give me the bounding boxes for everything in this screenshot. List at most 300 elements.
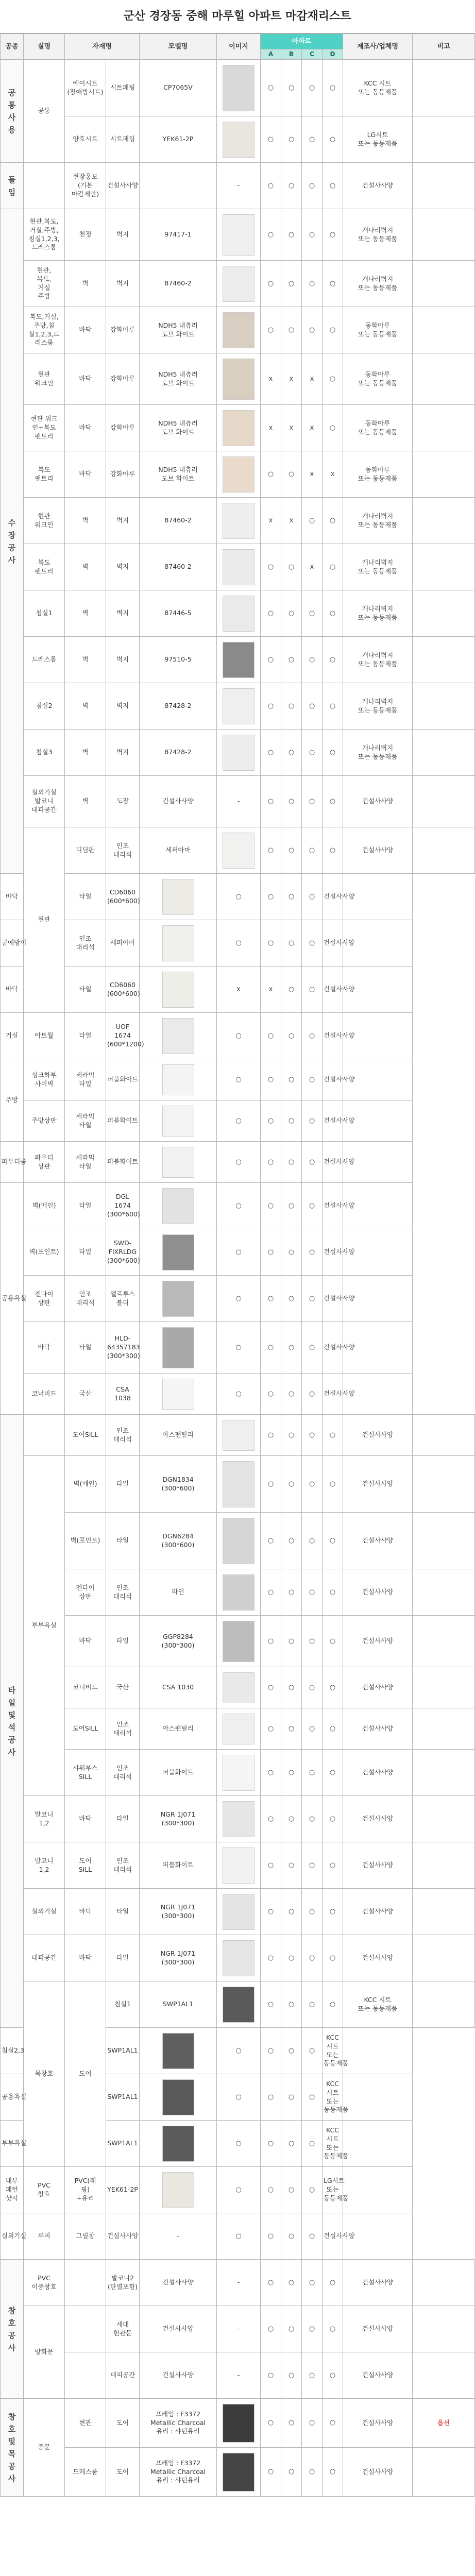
table-row — [1, 827, 475, 874]
part-cell: 벽 — [65, 544, 106, 590]
maker-cell: KCC 시트 또는 동등제품 — [323, 2121, 343, 2167]
table-row — [1, 2448, 475, 2497]
maker-cell: 건설사사양 — [323, 874, 343, 920]
spec-cell: 강화마루 — [106, 307, 140, 353]
maker-cell: 개나리벽지 또는 동등제품 — [343, 498, 413, 544]
maker-cell: 개나리벽지 또는 동등제품 — [343, 261, 413, 307]
type-mark-d: ○ — [323, 353, 343, 405]
material-swatch — [223, 1714, 255, 1744]
swatch-cell — [140, 1229, 217, 1276]
material-swatch — [223, 1848, 255, 1884]
type-mark-a: ○ — [261, 2352, 281, 2399]
type-mark-c: ○ — [302, 307, 323, 353]
room-cell: 복도 팬트리 — [24, 544, 65, 590]
model-cell: 퍼블화이트 — [106, 1100, 140, 1142]
type-mark-b: ○ — [281, 1889, 302, 1935]
part-cell: 벽(포인트) — [24, 1229, 65, 1276]
type-mark-a: x — [217, 967, 261, 1013]
table-row — [1, 307, 475, 353]
type-mark-a: ○ — [261, 544, 281, 590]
maker-cell: 건설사사양 — [343, 776, 413, 827]
spec-cell: 벽지 — [106, 544, 140, 590]
model-cell: YEK61-2P — [106, 2167, 140, 2213]
spec-cell: 국산 — [65, 1374, 106, 1415]
type-mark-a: ○ — [261, 1415, 281, 1456]
model-cell: NGR 1J071 (300*300) — [140, 1796, 217, 1842]
type-mark-c: ○ — [302, 637, 323, 683]
type-mark-c: ○ — [302, 1616, 323, 1667]
type-mark-c: ○ — [302, 590, 323, 637]
table-row — [1, 2260, 475, 2306]
maker-cell: 건설사사양 — [343, 1796, 413, 1842]
type-mark-b: x — [281, 405, 302, 451]
note-cell — [413, 1981, 475, 2028]
type-mark-a: ○ — [261, 1569, 281, 1616]
room-cell: 현관 워크인 — [24, 353, 65, 405]
type-mark-b: ○ — [261, 1059, 281, 1100]
part-cell: 도어SILL — [65, 1415, 106, 1456]
type-mark-c: ○ — [302, 163, 323, 209]
type-mark-d: ○ — [323, 1616, 343, 1667]
spec-cell: 인조 대리석 — [106, 1569, 140, 1616]
model-cell: 퍼블화이트 — [106, 1059, 140, 1100]
note-cell — [413, 498, 475, 544]
header-trade: 공종 — [1, 34, 24, 60]
type-mark-a: ○ — [261, 2306, 281, 2352]
room-cell: 복도 팬트리 — [24, 451, 65, 498]
type-mark-d: ○ — [302, 2213, 323, 2260]
note-cell — [413, 1513, 475, 1569]
table-row — [1, 1374, 475, 1415]
room-cell: 현관 워크인 — [24, 498, 65, 544]
type-mark-b: ○ — [281, 1456, 302, 1513]
spec-cell: 타일 — [106, 1935, 140, 1981]
table-row — [1, 1616, 475, 1667]
material-swatch — [223, 549, 255, 585]
table-row — [1, 1513, 475, 1569]
model-cell: 97417-1 — [140, 209, 217, 261]
maker-cell: 건설사사양 — [323, 1374, 343, 1415]
part-cell: 주방상판 — [24, 1100, 65, 1142]
material-swatch — [223, 1987, 255, 2023]
type-mark-d: ○ — [323, 2352, 343, 2399]
type-mark-b: ○ — [281, 1750, 302, 1796]
maker-cell: 동화마루 또는 동등제품 — [343, 353, 413, 405]
type-mark-c: ○ — [302, 1513, 323, 1569]
model-cell: NDH5 내츄러 도브 화이트 — [140, 405, 217, 451]
type-mark-c: ○ — [281, 1100, 302, 1142]
maker-cell: 동화마루 또는 동등제품 — [343, 451, 413, 498]
type-mark-a: ○ — [217, 920, 261, 967]
material-swatch — [162, 1327, 194, 1368]
spec-cell: 타일 — [106, 1889, 140, 1935]
type-mark-c: x — [302, 405, 323, 451]
maker-cell: 건설사사양 — [343, 1456, 413, 1513]
model-cell: GGP8284 (300*300) — [140, 1616, 217, 1667]
type-mark-c: ○ — [302, 498, 323, 544]
type-mark-a: ○ — [261, 1708, 281, 1750]
part-cell: 바닥 — [65, 353, 106, 405]
type-mark-c: ○ — [302, 2260, 323, 2306]
spec-cell: 벽지 — [106, 209, 140, 261]
type-mark-d: ○ — [323, 544, 343, 590]
note-cell — [413, 1456, 475, 1513]
room-cell — [24, 163, 65, 209]
swatch-cell — [140, 1013, 217, 1059]
type-mark-c: ○ — [281, 1276, 302, 1322]
note-cell — [413, 1569, 475, 1616]
type-mark-c: ○ — [302, 261, 323, 307]
part-cell: 현관 — [65, 2399, 106, 2448]
type-mark-c: ○ — [302, 1667, 323, 1708]
type-mark-c: ○ — [302, 116, 323, 163]
type-mark-b: ○ — [281, 683, 302, 730]
model-cell: 건설사사양 — [140, 2352, 217, 2399]
material-swatch — [162, 2126, 194, 2162]
type-mark-c: ○ — [281, 2028, 302, 2074]
spec-cell: 타일 — [65, 967, 106, 1013]
maker-cell: 건설사사양 — [323, 920, 343, 967]
type-mark-d: ○ — [302, 1229, 323, 1276]
type-mark-d: ○ — [302, 1142, 323, 1183]
type-mark-a: ○ — [217, 2213, 261, 2260]
type-mark-a: ○ — [261, 163, 281, 209]
type-mark-b: ○ — [281, 307, 302, 353]
swatch-cell — [217, 827, 261, 874]
spec-cell: 인조 대리석 — [106, 1708, 140, 1750]
room-cell: 침실2 — [24, 683, 65, 730]
part-cell — [65, 2260, 106, 2306]
maker-cell: 건설사사양 — [323, 1229, 343, 1276]
spec-cell: 세라믹 타일 — [65, 1142, 106, 1183]
swatch-cell: - — [217, 2260, 261, 2306]
maker-cell: 건설사사양 — [343, 1569, 413, 1616]
model-cell: NDH5 내츄러 도브 화이트 — [140, 353, 217, 405]
model-cell: SWP1AL1 — [140, 1981, 217, 2028]
trade-cell: 창 호 공 사 — [1, 2260, 24, 2399]
note-cell — [343, 2121, 413, 2167]
swatch-cell — [217, 451, 261, 498]
swatch-cell — [217, 498, 261, 544]
spec-cell: 건설사사양 — [106, 163, 140, 209]
type-mark-b: ○ — [281, 1842, 302, 1889]
type-mark-d: ○ — [302, 967, 323, 1013]
spec-cell: 도장 — [106, 776, 140, 827]
part-cell: 현장홍보 (기본 마감제안) — [65, 163, 106, 209]
spec-cell: 부부욕실 — [1, 2121, 24, 2167]
part-cell: 젠다이 상판 — [65, 1569, 106, 1616]
table-row — [1, 163, 475, 209]
type-mark-a: ○ — [261, 307, 281, 353]
material-swatch — [223, 1801, 255, 1837]
spec-cell: 세라믹 타일 — [65, 1100, 106, 1142]
spec-cell: 타일 — [65, 1229, 106, 1276]
table-row — [1, 683, 475, 730]
type-mark-d: ○ — [302, 874, 323, 920]
swatch-cell — [217, 1750, 261, 1796]
table-row — [1, 637, 475, 683]
model-cell: 프레임 : F3372 Metallic Charcoal 유리 : 샤틴유리 — [140, 2399, 217, 2448]
spec-cell: 벽지 — [106, 498, 140, 544]
swatch-cell — [217, 1569, 261, 1616]
model-cell: SWP1AL1 — [106, 2121, 140, 2167]
type-mark-b: ○ — [261, 2167, 281, 2213]
room-cell: 침실3 — [24, 730, 65, 776]
material-swatch — [223, 688, 255, 724]
type-mark-d: ○ — [323, 827, 343, 874]
type-mark-b: ○ — [261, 2213, 281, 2260]
type-mark-a: ○ — [217, 2121, 261, 2167]
type-mark-b: ○ — [261, 1229, 281, 1276]
table-row — [1, 1013, 475, 1059]
swatch-cell — [140, 2028, 217, 2074]
maker-cell: 동화마루 또는 동등제품 — [343, 405, 413, 451]
spec-cell: PVC(래 핑) +유리 — [65, 2167, 106, 2213]
type-mark-b: ○ — [281, 590, 302, 637]
swatch-cell — [140, 920, 217, 967]
part-cell: 벽 — [65, 683, 106, 730]
table-row — [1, 209, 475, 261]
type-mark-c: ○ — [302, 1796, 323, 1842]
note-cell — [413, 261, 475, 307]
type-mark-c: ○ — [281, 1183, 302, 1229]
swatch-cell — [217, 405, 261, 451]
type-mark-c: ○ — [302, 1569, 323, 1616]
table-row — [1, 1415, 475, 1456]
table-row — [1, 2213, 475, 2260]
material-swatch — [223, 266, 255, 302]
swatch-cell — [217, 353, 261, 405]
header-model: 모델명 — [140, 34, 217, 60]
type-mark-a: ○ — [261, 1842, 281, 1889]
part-cell: 바닥 — [65, 405, 106, 451]
table-row — [1, 1750, 475, 1796]
table-row — [1, 920, 475, 967]
swatch-cell — [217, 209, 261, 261]
maker-cell: 개나리벽지 또는 동등제품 — [343, 730, 413, 776]
material-swatch — [223, 503, 255, 539]
type-mark-d: ○ — [323, 637, 343, 683]
spec-cell: 침실2,3 — [1, 2028, 24, 2074]
type-mark-c: ○ — [281, 2074, 302, 2121]
type-mark-d: ○ — [323, 209, 343, 261]
note-cell — [413, 730, 475, 776]
table-row — [1, 261, 475, 307]
type-mark-d: ○ — [323, 1889, 343, 1935]
type-mark-d: ○ — [302, 1374, 323, 1415]
part-cell: 바닥 — [65, 1935, 106, 1981]
swatch-cell: - — [217, 776, 261, 827]
room-cell: 드레스룸 — [24, 637, 65, 683]
type-mark-d: ○ — [323, 1667, 343, 1708]
maker-cell: 건설사사양 — [343, 827, 413, 874]
type-mark-d: ○ — [302, 2167, 323, 2213]
type-mark-d: ○ — [302, 1276, 323, 1322]
maker-cell: KCC 시트 또는 동등제품 — [343, 1981, 413, 2028]
type-mark-b: ○ — [281, 1667, 302, 1708]
type-mark-b: ○ — [261, 1100, 281, 1142]
part-cell: 벽 — [65, 590, 106, 637]
material-swatch — [162, 2079, 194, 2115]
swatch-cell — [217, 2399, 261, 2448]
material-swatch — [223, 410, 255, 446]
swatch-cell — [140, 1142, 217, 1183]
type-mark-b: ○ — [281, 261, 302, 307]
swatch-cell — [140, 2074, 217, 2121]
maker-cell: 개나리벽지 또는 동등제품 — [343, 683, 413, 730]
type-mark-a: ○ — [261, 1889, 281, 1935]
maker-cell: 건설사사양 — [343, 2260, 413, 2306]
room-cell: 현관 워크 인+복도 팬트리 — [24, 405, 65, 451]
type-mark-a: ○ — [261, 590, 281, 637]
model-cell: 87460-2 — [140, 498, 217, 544]
type-mark-c: ○ — [281, 1374, 302, 1415]
model-cell: UOF 1674 (600*1200) — [106, 1013, 140, 1059]
swatch-cell: - — [217, 2306, 261, 2352]
part-cell: PVC 창호 — [24, 2167, 65, 2213]
material-swatch — [223, 642, 255, 678]
part-cell: 벽 — [65, 730, 106, 776]
part-cell: 바닥 — [65, 1616, 106, 1667]
spec-cell: 대피공간 — [106, 2352, 140, 2399]
spec-cell: 인조 대리석 — [106, 1842, 140, 1889]
type-mark-d: ○ — [323, 1708, 343, 1750]
material-swatch — [223, 1940, 255, 1976]
spec-cell: 타일 — [65, 1013, 106, 1059]
model-cell: 건설사사양 — [140, 776, 217, 827]
model-cell: NGR 1J071 (300*300) — [140, 1889, 217, 1935]
note-cell — [413, 405, 475, 451]
type-mark-c: ○ — [302, 2306, 323, 2352]
model-cell: 세퍼아마 — [140, 827, 217, 874]
type-mark-d: ○ — [302, 2028, 323, 2074]
swatch-cell — [217, 116, 261, 163]
type-mark-c: ○ — [281, 920, 302, 967]
type-mark-a: ○ — [261, 1935, 281, 1981]
part-cell: 벽(메인) — [24, 1183, 65, 1229]
type-mark-a: ○ — [217, 2028, 261, 2074]
maker-cell: 건설사사양 — [323, 1183, 343, 1229]
table-row — [1, 1183, 475, 1229]
note-cell — [413, 776, 475, 827]
spec-cell: 시트패팅 — [106, 116, 140, 163]
type-mark-b: ○ — [281, 776, 302, 827]
part-cell: 디딤판 — [65, 827, 106, 874]
type-mark-c: ○ — [302, 730, 323, 776]
note-cell: 옵션 — [413, 2399, 475, 2448]
maker-cell: 건설사사양 — [323, 967, 343, 1013]
model-cell: CSA 1038 — [106, 1374, 140, 1415]
part-cell: 양호시트 — [65, 116, 106, 163]
model-cell: 프레임 : F3372 Metallic Charcoal 유리 : 샤틴유리 — [140, 2448, 217, 2497]
spec-cell: 강화마루 — [106, 405, 140, 451]
type-mark-d: ○ — [302, 920, 323, 967]
type-mark-b: x — [281, 353, 302, 405]
header-type-d: D — [323, 49, 343, 60]
header-part: 자재명 — [65, 34, 140, 60]
maker-cell: 건설사사양 — [343, 1616, 413, 1667]
type-mark-a: ○ — [217, 1059, 261, 1100]
type-mark-d: ○ — [323, 1569, 343, 1616]
type-mark-b: ○ — [281, 637, 302, 683]
swatch-cell — [217, 1981, 261, 2028]
maker-cell: 개나리벽지 또는 동등제품 — [343, 544, 413, 590]
table-row — [1, 498, 475, 544]
maker-cell: 건설사사양 — [343, 2399, 413, 2448]
maker-cell: 건설사사양 — [323, 1322, 343, 1374]
header-apartment: 아파트 — [261, 34, 343, 49]
type-mark-c: ○ — [281, 1142, 302, 1183]
type-mark-d: ○ — [302, 2121, 323, 2167]
type-mark-d: ○ — [323, 261, 343, 307]
type-mark-b: ○ — [281, 1513, 302, 1569]
swatch-cell — [217, 1513, 261, 1569]
material-swatch — [223, 1574, 255, 1611]
type-mark-a: ○ — [217, 1013, 261, 1059]
type-mark-c: ○ — [302, 683, 323, 730]
material-swatch — [162, 1234, 194, 1270]
type-mark-c: ○ — [281, 1322, 302, 1374]
maker-cell: KCC 시트 또는 동등제품 — [323, 2074, 343, 2121]
part-cell: 벽(포인트) — [65, 1513, 106, 1569]
part-cell: 코너비드 — [24, 1374, 65, 1415]
maker-cell: 건설사사양 — [343, 2306, 413, 2352]
swatch-cell — [217, 683, 261, 730]
table-row — [1, 1059, 475, 1100]
header-note: 비고 — [413, 34, 475, 60]
type-mark-c: ○ — [302, 1842, 323, 1889]
type-mark-d: ○ — [323, 163, 343, 209]
type-mark-d: ○ — [323, 307, 343, 353]
type-mark-b: ○ — [261, 1374, 281, 1415]
model-cell: 87428-2 — [140, 730, 217, 776]
type-mark-b: ○ — [281, 2399, 302, 2448]
material-swatch — [162, 2172, 194, 2208]
note-cell — [413, 544, 475, 590]
note-cell — [413, 60, 475, 116]
table-row — [1, 2306, 475, 2352]
type-mark-d: ○ — [302, 1322, 323, 1374]
note-cell — [413, 1708, 475, 1750]
model-cell: SWD-FIXRLDG (300*600) — [106, 1229, 140, 1276]
model-cell: SWP1AL1 — [106, 2028, 140, 2074]
note-cell — [413, 1935, 475, 1981]
type-mark-b: ○ — [261, 1142, 281, 1183]
maker-cell: 건설사사양 — [343, 1935, 413, 1981]
type-mark-c: ○ — [302, 1708, 323, 1750]
type-mark-a: ○ — [217, 2167, 261, 2213]
table-row — [1, 1229, 475, 1276]
swatch-cell — [217, 1842, 261, 1889]
model-cell: 라인 — [140, 1569, 217, 1616]
type-mark-b: ○ — [281, 544, 302, 590]
swatch-cell — [217, 730, 261, 776]
type-mark-b: ○ — [281, 827, 302, 874]
type-mark-b: ○ — [281, 209, 302, 261]
type-mark-c: ○ — [281, 874, 302, 920]
type-mark-a: ○ — [217, 2074, 261, 2121]
maker-cell: 건설사사양 — [343, 163, 413, 209]
type-mark-b: ○ — [281, 2352, 302, 2399]
type-mark-d: ○ — [323, 1935, 343, 1981]
model-cell: 87460-2 — [140, 261, 217, 307]
type-mark-c: ○ — [302, 2448, 323, 2497]
swatch-cell — [217, 637, 261, 683]
maker-cell: 건설사사양 — [343, 1708, 413, 1750]
swatch-cell — [217, 590, 261, 637]
type-mark-c: x — [302, 544, 323, 590]
maker-cell: 개나리벽지 또는 동등제품 — [343, 590, 413, 637]
